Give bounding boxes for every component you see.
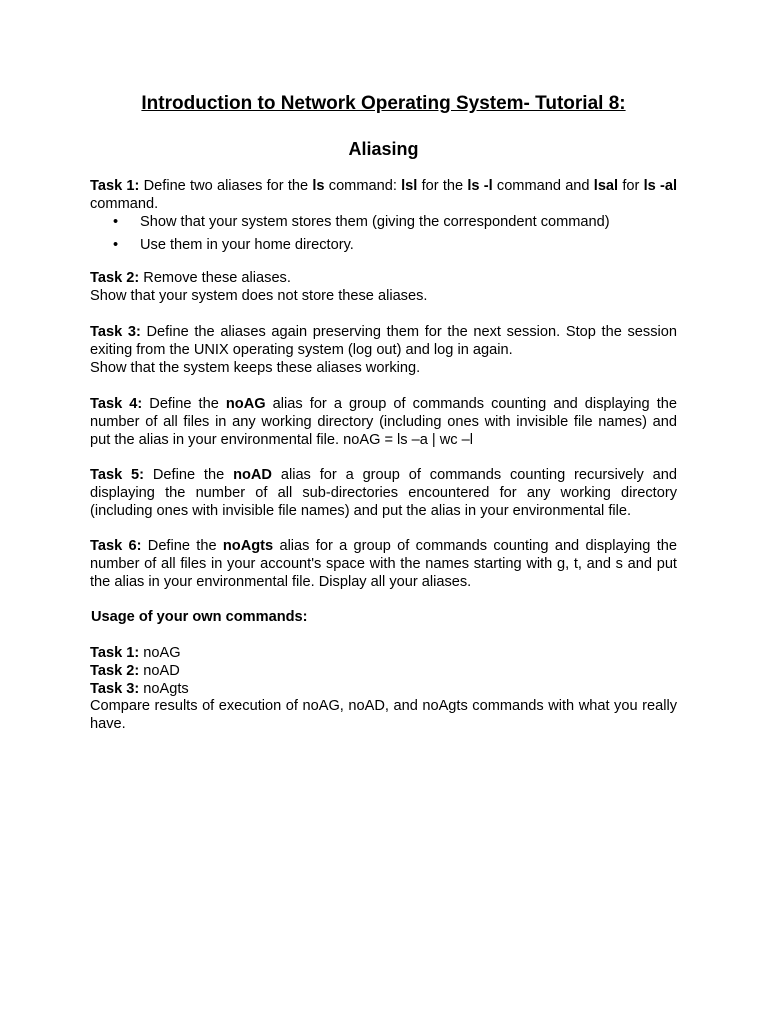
task1-bold-lsl: lsl xyxy=(401,178,418,194)
task1-text-2: command: xyxy=(324,178,402,194)
task1-text-5: for xyxy=(618,178,644,194)
bullet-icon: • xyxy=(113,214,119,230)
task4-paragraph xyxy=(90,396,677,449)
task1-bold-ls: ls xyxy=(312,178,325,194)
task3-line2: Show that the system keeps these aliases working. xyxy=(90,359,421,376)
task2-line1: Remove these aliases. xyxy=(139,270,291,286)
task1-text-6: command. xyxy=(90,195,159,212)
task1-label: Task 1: xyxy=(90,178,140,194)
document-subtitle: Aliasing xyxy=(348,139,419,159)
task3-paragraph xyxy=(90,324,677,377)
task2-label: Task 2: xyxy=(90,270,140,286)
usage-task2-value: noAD xyxy=(139,662,180,679)
task2-line2: Show that your system does not store these aliases. xyxy=(90,287,428,304)
usage-task1-value: noAG xyxy=(139,645,181,661)
task6-label: Task 6: xyxy=(90,538,142,554)
task6-text-1: Define the xyxy=(141,538,223,554)
task1-bold-ls-al: ls -al xyxy=(643,178,678,194)
task4-bold-noAG: noAG xyxy=(225,396,266,412)
usage-list xyxy=(90,645,677,734)
usage-task1-label: Task 1: xyxy=(90,645,140,661)
bullet-icon: • xyxy=(113,237,119,253)
task6-bold-noAgts: noAgts xyxy=(222,538,274,554)
document-title: Introduction to Network Operating System- Tutorial 8: xyxy=(141,93,626,114)
task3-label: Task 3: xyxy=(90,324,141,340)
usage-compare-text: Compare results of execution of noAG, noAD, and noAgts commands with what you really have. xyxy=(90,698,677,733)
usage-task3-label: Task 3: xyxy=(90,680,140,697)
task1-text-1: Define two aliases for the xyxy=(139,178,313,194)
task5-paragraph xyxy=(90,467,677,520)
bullet-text: Show that your system stores them (giving the correspondent command) xyxy=(140,214,610,230)
task1-text-4: command and xyxy=(492,178,594,194)
task6-paragraph xyxy=(90,538,677,591)
task5-text-2: alias for a group of commands counting recursively and displaying the number of all sub-directories encountered for any working directory (including ones with invisible file names) and put the alias in your environmental file. xyxy=(90,467,677,519)
task5-bold-noAD: noAD xyxy=(233,467,272,483)
list-item xyxy=(90,681,677,699)
task1-bold-ls-l: ls -l xyxy=(467,178,493,194)
task1-bold-lsal: lsal xyxy=(593,178,619,194)
list-item xyxy=(90,645,677,663)
task5-label: Task 5: xyxy=(90,467,145,483)
usage-heading: Usage of your own commands: xyxy=(91,609,308,625)
task4-text-1: Define the xyxy=(142,396,226,412)
task4-label: Task 4: xyxy=(90,396,143,412)
task1-text-3: for the xyxy=(417,178,468,194)
task4-text-2: alias for a group of commands counting and displaying the number of all files in any working directory (including ones with invisible file names) and put the alias in your environmental file. noAG = ls –a | wc –l xyxy=(90,396,677,448)
task2-paragraph xyxy=(90,270,677,306)
usage-section xyxy=(91,609,678,627)
task3-line1: Define the aliases again preserving them for the next session. Stop the session exiting from the UNIX operating system (log out) and log in again. xyxy=(90,324,677,358)
bullet-text: Use them in your home directory. xyxy=(140,237,354,253)
task1-paragraph xyxy=(90,178,677,214)
task6-text-2: alias for a group of commands counting and displaying the number of all files in your account's space with the names starting with g, t, and s and put the alias in your environmental file. Display all your aliases. xyxy=(90,538,677,590)
usage-task2-label: Task 2: xyxy=(90,662,140,679)
task5-text-1: Define the xyxy=(144,467,234,483)
list-item xyxy=(90,663,677,681)
usage-task3-value: noAgts xyxy=(139,680,189,697)
